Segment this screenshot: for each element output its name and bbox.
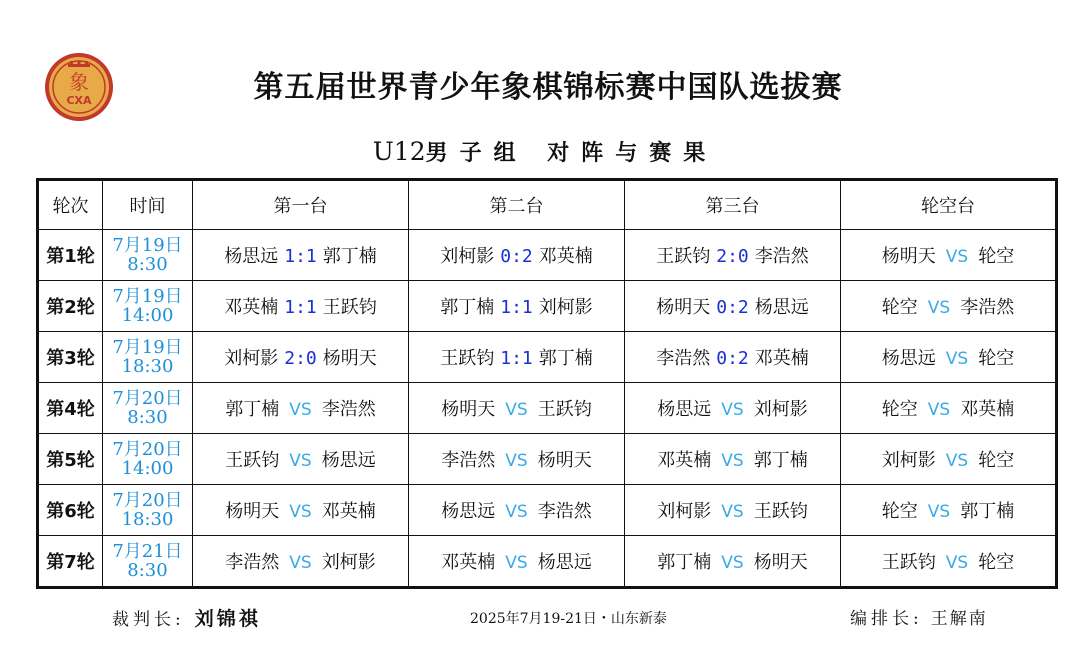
match-score: 0:2	[500, 246, 533, 267]
player-left: 王跃钧	[225, 450, 280, 471]
header-board-3: 第三台	[625, 180, 841, 230]
header-board-2: 第二台	[409, 180, 625, 230]
time-cell	[103, 485, 193, 536]
bye-board-cell	[841, 332, 1057, 383]
referee-name: 刘锦祺	[194, 608, 261, 630]
board-cell	[409, 332, 625, 383]
svg-text:CXA: CXA	[66, 94, 92, 107]
board-cell	[193, 332, 409, 383]
time-text: 14:00	[121, 305, 174, 326]
board-cell	[625, 332, 841, 383]
player-left: 李浩然	[225, 552, 280, 573]
table-row	[38, 434, 1057, 485]
vs-marker: VS	[927, 502, 951, 522]
board-cell	[409, 485, 625, 536]
vs-marker: VS	[289, 502, 312, 522]
player-left: 杨思远	[441, 501, 496, 522]
round-cell: 第1轮	[38, 230, 103, 281]
player-right: 杨思远	[754, 297, 809, 318]
match-score: 2:0	[716, 246, 749, 267]
player-right: 郭丁楠	[753, 450, 808, 471]
player-left: 郭丁楠	[657, 552, 712, 573]
match-score: 1:1	[500, 348, 533, 369]
bye-board-cell	[841, 230, 1057, 281]
round-cell: 第7轮	[38, 536, 103, 588]
player-right: 杨明天	[537, 450, 592, 471]
player-left: 轮空	[881, 399, 918, 420]
player-left: 邓英楠	[224, 297, 279, 318]
sub-title-text: 男子组 对阵与赛果	[425, 141, 718, 166]
date-text: 7月20日	[112, 490, 183, 511]
board-cell	[193, 536, 409, 588]
player-right: 刘柯影	[753, 399, 808, 420]
player-left: 刘柯影	[224, 348, 279, 369]
player-right: 李浩然	[537, 501, 592, 522]
date-text: 7月20日	[112, 388, 183, 409]
header-bye: 轮空台	[841, 180, 1057, 230]
vs-marker: VS	[289, 451, 312, 471]
round-cell: 第5轮	[38, 434, 103, 485]
date-text: 7月20日	[112, 439, 183, 460]
time-text: 8:30	[127, 254, 168, 275]
board-cell	[625, 434, 841, 485]
vs-marker: VS	[289, 553, 312, 573]
player-right: 刘柯影	[538, 297, 593, 318]
player-left: 王跃钧	[656, 246, 711, 267]
referee-info	[112, 604, 261, 631]
date-text: 7月19日	[112, 286, 183, 307]
date-text: 7月19日	[112, 337, 183, 358]
time-cell	[103, 230, 193, 281]
vs-marker: VS	[721, 553, 744, 573]
match-score: 2:0	[284, 348, 317, 369]
table-row	[38, 281, 1057, 332]
player-right: 杨明天	[753, 552, 808, 573]
player-left: 杨明天	[225, 501, 280, 522]
round-cell: 第4轮	[38, 383, 103, 434]
page-title: 第五届世界青少年象棋锦标赛中国队选拔赛	[253, 70, 843, 105]
table-row	[38, 230, 1057, 281]
board-cell	[409, 230, 625, 281]
time-text: 18:30	[121, 509, 174, 530]
vs-marker: VS	[289, 400, 312, 420]
player-left: 郭丁楠	[440, 297, 495, 318]
player-left: 郭丁楠	[225, 399, 280, 420]
vs-marker: VS	[505, 553, 528, 573]
round-cell: 第6轮	[38, 485, 103, 536]
referee-label: 裁判长:	[112, 610, 185, 630]
event-info: 2025年7月19-21日・山东新泰	[470, 611, 667, 627]
match-score: 0:2	[716, 297, 749, 318]
player-right: 李浩然	[960, 297, 1015, 318]
vs-marker: VS	[945, 553, 969, 573]
round-cell: 第2轮	[38, 281, 103, 332]
board-cell	[625, 281, 841, 332]
time-text: 18:30	[121, 356, 174, 377]
board-cell	[193, 230, 409, 281]
time-cell	[103, 536, 193, 588]
bye-board-cell	[841, 281, 1057, 332]
player-left: 杨明天	[441, 399, 496, 420]
vs-marker: VS	[721, 502, 744, 522]
player-left: 杨思远	[881, 348, 936, 369]
vs-marker: VS	[721, 400, 744, 420]
table-row	[38, 536, 1057, 588]
player-right: 邓英楠	[754, 348, 809, 369]
board-cell	[625, 230, 841, 281]
round-cell: 第3轮	[38, 332, 103, 383]
player-right: 郭丁楠	[960, 501, 1015, 522]
vs-marker: VS	[505, 400, 528, 420]
player-right: 刘柯影	[321, 552, 376, 573]
bye-board-cell	[841, 383, 1057, 434]
player-left: 杨思远	[657, 399, 712, 420]
date-text: 7月21日	[112, 541, 183, 562]
time-cell	[103, 434, 193, 485]
player-right: 轮空	[978, 552, 1015, 573]
time-cell	[103, 383, 193, 434]
player-right: 邓英楠	[960, 399, 1015, 420]
board-cell	[193, 485, 409, 536]
player-right: 李浩然	[321, 399, 376, 420]
board-cell	[409, 281, 625, 332]
table-row	[38, 485, 1057, 536]
player-right: 杨明天	[322, 348, 377, 369]
player-left: 轮空	[881, 297, 918, 318]
time-text: 8:30	[127, 407, 168, 428]
scheduler-info	[850, 604, 988, 629]
vs-marker: VS	[945, 247, 969, 267]
player-right: 王跃钧	[322, 297, 377, 318]
header-board-1: 第一台	[193, 180, 409, 230]
player-left: 邓英楠	[441, 552, 496, 573]
player-left: 刘柯影	[440, 246, 495, 267]
table-header-row	[38, 180, 1057, 230]
match-score: 1:1	[284, 297, 317, 318]
board-cell	[625, 383, 841, 434]
header-round: 轮次	[38, 180, 103, 230]
header-time: 时间	[103, 180, 193, 230]
svg-text:象: 象	[69, 70, 89, 94]
board-cell	[409, 434, 625, 485]
board-cell	[409, 536, 625, 588]
player-right: 轮空	[978, 246, 1015, 267]
player-right: 杨思远	[321, 450, 376, 471]
player-left: 轮空	[881, 501, 918, 522]
board-cell	[409, 383, 625, 434]
time-text: 14:00	[121, 458, 174, 479]
vs-marker: VS	[945, 349, 969, 369]
vs-marker: VS	[505, 451, 528, 471]
match-score: 0:2	[716, 348, 749, 369]
player-right: 杨思远	[537, 552, 592, 573]
match-score: 1:1	[284, 246, 317, 267]
board-cell	[193, 434, 409, 485]
time-text: 8:30	[127, 560, 168, 581]
player-left: 邓英楠	[657, 450, 712, 471]
vs-marker: VS	[927, 298, 951, 318]
scheduler-name: 王解南	[930, 609, 988, 629]
player-right: 邓英楠	[321, 501, 376, 522]
player-left: 杨明天	[656, 297, 711, 318]
player-right: 王跃钧	[537, 399, 592, 420]
player-right: 郭丁楠	[322, 246, 377, 267]
table-row	[38, 332, 1057, 383]
player-left: 王跃钧	[881, 552, 936, 573]
player-left: 刘柯影	[881, 450, 936, 471]
player-left: 王跃钧	[440, 348, 495, 369]
bye-board-cell	[841, 434, 1057, 485]
scheduler-label: 编排长:	[850, 609, 923, 629]
time-cell	[103, 281, 193, 332]
board-cell	[625, 485, 841, 536]
division-label: U12	[372, 137, 426, 166]
vs-marker: VS	[945, 451, 969, 471]
time-cell	[103, 332, 193, 383]
bye-board-cell	[841, 485, 1057, 536]
sub-title	[0, 136, 1080, 167]
player-left: 杨明天	[881, 246, 936, 267]
vs-marker: VS	[505, 502, 528, 522]
board-cell	[193, 383, 409, 434]
player-left: 李浩然	[441, 450, 496, 471]
table-row	[38, 383, 1057, 434]
player-right: 轮空	[978, 348, 1015, 369]
player-right: 李浩然	[754, 246, 809, 267]
player-left: 杨思远	[224, 246, 279, 267]
vs-marker: VS	[927, 400, 951, 420]
pairing-table	[36, 178, 1058, 589]
board-cell	[625, 536, 841, 588]
player-left: 李浩然	[656, 348, 711, 369]
player-left: 刘柯影	[657, 501, 712, 522]
player-right: 郭丁楠	[538, 348, 593, 369]
bye-board-cell	[841, 536, 1057, 588]
vs-marker: VS	[721, 451, 744, 471]
board-cell	[193, 281, 409, 332]
cxa-logo	[44, 52, 114, 122]
date-text: 7月19日	[112, 235, 183, 256]
player-right: 邓英楠	[538, 246, 593, 267]
match-score: 1:1	[500, 297, 533, 318]
player-right: 轮空	[978, 450, 1015, 471]
player-right: 王跃钧	[753, 501, 808, 522]
